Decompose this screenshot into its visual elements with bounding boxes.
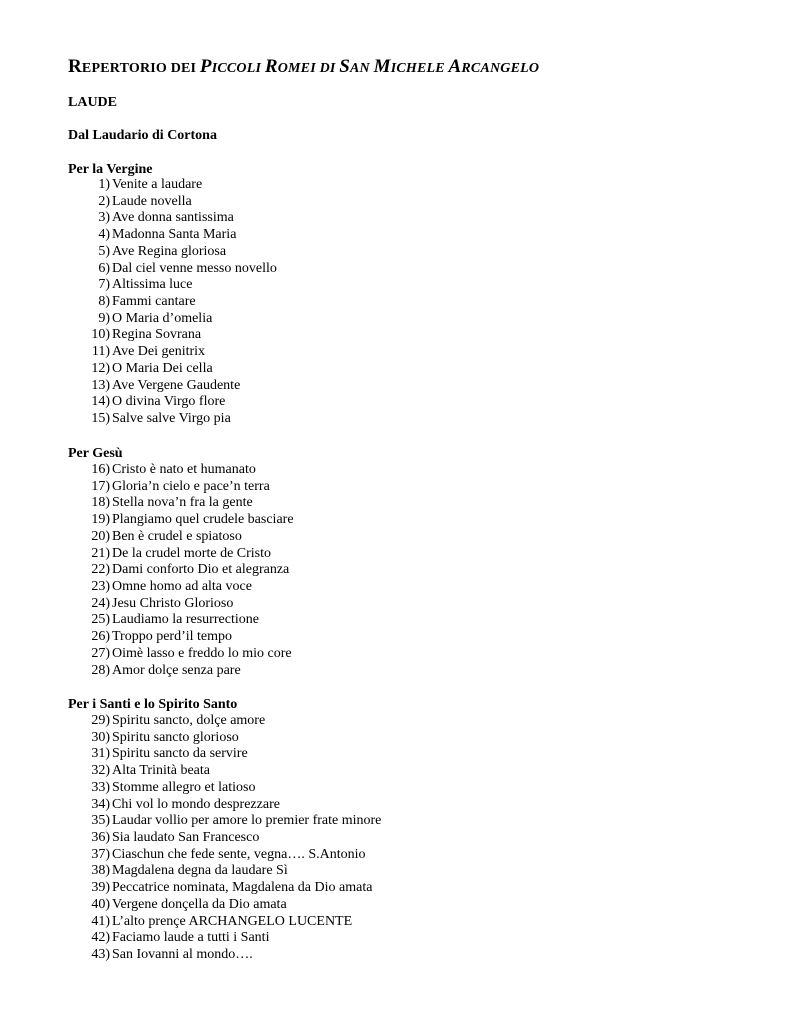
list-item-number: 40) [91, 896, 110, 912]
list-item-text: Stomme allegro et latioso [112, 779, 256, 795]
list-item-number: 33) [91, 779, 110, 795]
list-item-text: Gloria’n cielo e pace’n terra [112, 478, 270, 494]
list-item-text: Cristo è nato et humanato [112, 462, 256, 477]
list-item-text: Regina Sovrana [112, 327, 202, 343]
list-item-text: Spiritu sancto da servire [112, 746, 248, 762]
list-item-text: Ben è crudel e spiatoso [112, 528, 242, 544]
list-item-text: Laudar vollio per amore lo premier frate minore [112, 813, 382, 829]
list-item-number: 2) [98, 193, 110, 209]
list-item-number: 23) [91, 579, 110, 595]
list-item-text: Fammi cantare [112, 294, 196, 310]
section-heading-gesu: Per Gesù [68, 446, 123, 461]
list-item-text: San Iovanni al mondo…. [112, 947, 253, 963]
list-item-number: 4) [98, 227, 110, 243]
list-item-text: Ave donna santissima [112, 210, 234, 226]
list-item-number: 43) [91, 947, 110, 963]
title-part: R [68, 56, 82, 77]
list-item-text: L’alto prençe ARCHANGELO LUCENTE [112, 913, 353, 929]
title-part: P [199, 56, 212, 77]
list-item-number: 30) [91, 729, 110, 745]
list-item-text: Spiritu sancto, dolçe amore [112, 713, 266, 728]
list-item-text: Ave Vergene Gaudente [112, 377, 241, 393]
list-item-number: 6) [98, 260, 110, 276]
list-item-text: Troppo perd’il tempo [112, 629, 233, 645]
list-item-text: Dami conforto Dio et alegranza [112, 562, 290, 578]
list-item-number: 3) [98, 210, 110, 226]
title-part: AN [350, 61, 374, 76]
section-heading-vergine: Per la Vergine [68, 162, 153, 177]
list-item-number: 24) [91, 595, 110, 611]
list-item-number: 29) [91, 713, 110, 728]
title-part: OMEI DI [277, 61, 340, 76]
title-part: M [373, 56, 391, 77]
list-item-text: Vergene donçella da Dio amata [112, 896, 287, 912]
list-item-number: 42) [91, 930, 110, 946]
list-item-number: 41) [91, 913, 110, 929]
list-item-number: 20) [91, 528, 110, 544]
list-item-number: 34) [91, 796, 110, 812]
title-part: EPERTORIO DEI [81, 61, 200, 76]
list-item-text: Magdalena degna da laudare Sì [112, 863, 288, 879]
list-item-number: 22) [91, 562, 110, 578]
list-item-number: 8) [98, 294, 110, 310]
list-item-text: Dal ciel venne messo novello [112, 260, 277, 276]
list-item-text: Ave Regina gloriosa [112, 243, 227, 259]
list-item-number: 18) [91, 495, 110, 511]
list-item-text: Amor dolçe senza pare [112, 662, 241, 678]
document-title [68, 56, 539, 78]
list-item-number: 5) [98, 243, 110, 259]
list-item-number: 37) [91, 846, 110, 862]
title-part: A [448, 56, 462, 77]
list-item-text: Peccatrice nominata, Magdalena da Dio amata [112, 880, 373, 896]
list-item-number: 25) [91, 612, 110, 628]
list-item-text: Stella nova’n fra la gente [112, 495, 253, 511]
list-item-number: 15) [91, 411, 110, 427]
heading-source: Dal Laudario di Cortona [68, 128, 217, 143]
list-item-number: 9) [98, 310, 110, 326]
list-item-text: Alta Trinità beata [112, 763, 210, 779]
heading-laude: LAUDE [68, 95, 118, 110]
list-item-text: Jesu Christo Glorioso [112, 595, 234, 611]
title-part: S [339, 56, 351, 77]
list-item-text: O Maria Dei cella [112, 360, 213, 376]
list-item-text: O divina Virgo flore [112, 394, 226, 410]
list-item-number: 17) [91, 478, 110, 494]
title-part: RCANGELO [461, 61, 540, 76]
list-item-number: 19) [91, 512, 110, 528]
section-heading-santi: Per i Santi e lo Spirito Santo [68, 697, 238, 712]
list-item-number: 10) [91, 327, 110, 343]
list-item-text: Altissima luce [112, 277, 193, 293]
title-part: ICHELE [390, 61, 449, 76]
list-item-text: Salve salve Virgo pia [112, 411, 231, 427]
list-item-number: 26) [91, 629, 110, 645]
title-part: R [264, 56, 278, 77]
list-item-number: 1) [98, 177, 110, 192]
list-item-number: 35) [91, 813, 110, 829]
list-item-text: Faciamo laude a tutti i Santi [112, 930, 270, 946]
list-item-number: 31) [91, 746, 110, 762]
list-item-text: Oimè lasso e freddo lo mio core [112, 645, 292, 661]
list-item-text: Ave Dei genitrix [112, 344, 206, 360]
list-item-text: Omne homo ad alta voce [112, 579, 252, 595]
list-item-number: 7) [98, 277, 110, 293]
list-item-number: 27) [91, 645, 110, 661]
list-item-text: De la crudel morte de Cristo [112, 545, 272, 561]
list-item-text: Ciaschun che fede sente, vegna…. S.Antonio [112, 846, 366, 862]
list-item-number: 13) [91, 377, 110, 393]
list-item-number: 11) [91, 344, 110, 360]
list-item-number: 39) [91, 880, 110, 896]
list-item-text: Venite a laudare [112, 177, 203, 192]
list-item-text: O Maria d’omelia [112, 310, 213, 326]
list-item-number: 28) [91, 662, 110, 678]
list-item-number: 12) [91, 360, 110, 376]
list-item-text: Chi vol lo mondo desprezzare [112, 796, 280, 812]
list-item-number: 14) [91, 394, 110, 410]
list-item-text: Laudiamo la resurrectione [112, 612, 259, 628]
list-item-number: 21) [91, 545, 110, 561]
list-item-text: Plangiamo quel crudele basciare [112, 512, 294, 528]
list-item-number: 16) [91, 462, 110, 477]
list-item-text: Laude novella [112, 193, 192, 209]
list-item-number: 38) [91, 863, 110, 879]
list-item-text: Spiritu sancto glorioso [112, 729, 239, 745]
list-item-number: 32) [91, 763, 110, 779]
list-item-text: Sia laudato San Francesco [112, 830, 260, 846]
list-item-text: Madonna Santa Maria [112, 227, 237, 243]
list-item-number: 36) [91, 830, 110, 846]
title-part: ICCOLI [211, 61, 265, 76]
